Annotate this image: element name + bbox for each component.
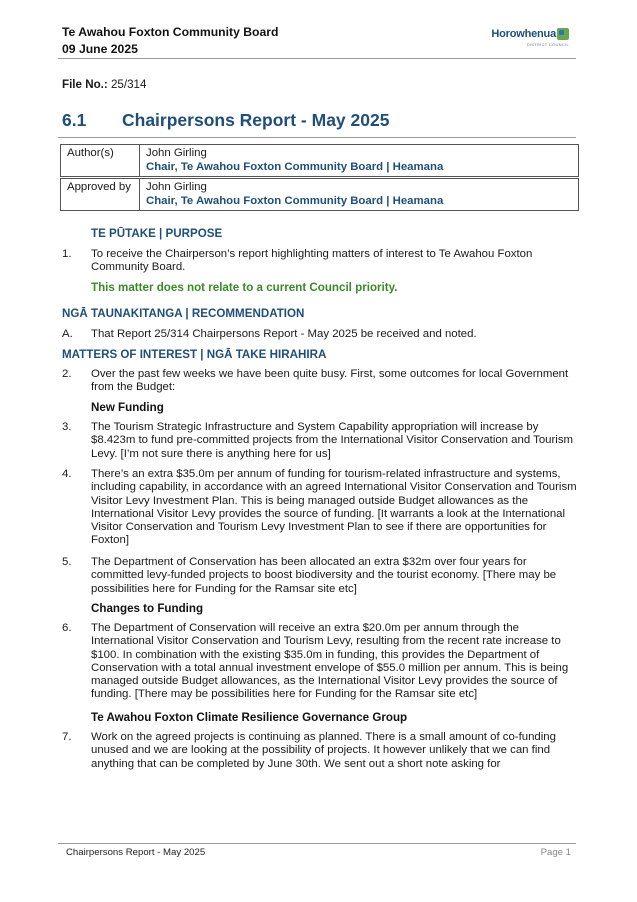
item-number: 6. <box>62 622 72 634</box>
title-divider <box>58 137 576 138</box>
list-item <box>62 248 582 275</box>
author-value <box>140 145 443 176</box>
logo-mark-icon <box>557 28 569 40</box>
file-number-value: 25/314 <box>110 78 147 91</box>
author-label: Author(s) <box>61 145 140 176</box>
item-text: There’s an extra $35.0m per annum of funding for tourism-related infrastructure and systems, including capability, in accordance with an agreed International Visitor Conservation and Tourism Visitor Levy Investment Plan. This is being managed outside Budget allowances as the International Visitor Levy provides the source of funding. [It warrants a look at the International Visitor Conservation and Tourism Levy Investment Plan to see if there are opportunities for Foxton] <box>91 468 577 547</box>
list-item <box>62 731 582 771</box>
changes-funding-heading: Changes to Funding <box>91 602 204 615</box>
item-number: 1. <box>62 248 72 260</box>
logo-text: Horowhenua <box>491 28 556 40</box>
header-divider <box>58 58 576 59</box>
footer-divider <box>58 843 576 844</box>
item-number: A. <box>62 328 73 340</box>
item-number: 2. <box>62 368 72 380</box>
report-number: 6.1 <box>62 110 87 130</box>
climate-heading: Te Awahou Foxton Climate Resilience Governance Group <box>91 711 408 724</box>
list-item <box>62 556 582 596</box>
priority-note: This matter does not relate to a current Council priority. <box>91 281 398 294</box>
item-text: The Department of Conservation has been allocated an extra $32m over four years for committed levy-funded projects to boost biodiversity and the tourist economy. [There may be possibilities here for Funding for the Ramsar site etc] <box>91 556 557 595</box>
file-number-label: File No.: <box>62 78 108 91</box>
file-number <box>62 78 146 91</box>
list-item <box>62 468 582 548</box>
approver-role: Chair, Te Awahou Foxton Community Board | Heamana <box>146 194 444 207</box>
recommendation-heading: NGĀ TAUNAKITANGA | RECOMMENDATION <box>62 307 305 320</box>
item-text: The Department of Conservation will receive an extra $20.0m per annum through the International Visitor Conservation and Tourism Levy, resulting from the recent rate increase to $100. In combination with the existing $35.0m in funding, this provides the Department of Conservation with a total annual investment envelope of $55.0 million per annum. This is being managed outside Budget allowances, as the International Visitor Levy provides the source of funding. [There may be possibilities here for Funding for the Ramsar site etc] <box>91 622 569 701</box>
meeting-name: Te Awahou Foxton Community Board <box>62 25 279 39</box>
report-title <box>62 110 389 131</box>
council-logo <box>491 28 569 40</box>
list-item <box>62 368 582 395</box>
approver-value <box>140 179 443 210</box>
purpose-heading: TE PŪTAKE | PURPOSE <box>91 227 223 240</box>
item-text: The Tourism Strategic Infrastructure and System Capability appropriation will increase by $8.423m to fund pre-committed projects from the International Visitor Conservation and Tourism Levy. [I’m not sure there is anything here for us] <box>91 421 574 460</box>
item-text: Over the past few weeks we have been quite busy. First, some outcomes for local Government from the Budget: <box>91 368 569 394</box>
approver-table <box>60 178 579 211</box>
list-item <box>62 328 582 341</box>
item-number: 5. <box>62 556 72 568</box>
author-name: John Girling <box>146 147 207 159</box>
matters-heading: MATTERS OF INTEREST | NGĀ TAKE HIRAHIRA <box>62 348 327 361</box>
meeting-date: 09 June 2025 <box>62 42 138 56</box>
logo-subtitle: DISTRICT COUNCIL <box>526 42 569 47</box>
item-number: 4. <box>62 468 72 480</box>
item-text: To receive the Chairperson’s report highlighting matters of interest to Te Awahou Foxton Community Board. <box>91 248 533 274</box>
approver-label: Approved by <box>61 179 140 210</box>
new-funding-heading: New Funding <box>91 401 164 414</box>
page-number: Page 1 <box>540 847 571 858</box>
footer-title: Chairpersons Report - May 2025 <box>66 847 206 858</box>
item-number: 7. <box>62 731 72 743</box>
author-role: Chair, Te Awahou Foxton Community Board | Heamana <box>146 160 444 173</box>
author-table <box>60 144 579 177</box>
item-text: That Report 25/314 Chairpersons Report - May 2025 be received and noted. <box>91 328 477 340</box>
approver-name: John Girling <box>146 181 207 193</box>
item-text: Work on the agreed projects is continuing as planned. There is a small amount of co-funding unused and we are looking at the possibility of projects. It however unlikely that we can find anything that can be completed by June 30th. We sent out a short note asking for <box>91 731 556 770</box>
item-number: 3. <box>62 421 72 433</box>
list-item <box>62 622 582 702</box>
report-title-text: Chairpersons Report - May 2025 <box>122 110 390 130</box>
list-item <box>62 421 582 461</box>
